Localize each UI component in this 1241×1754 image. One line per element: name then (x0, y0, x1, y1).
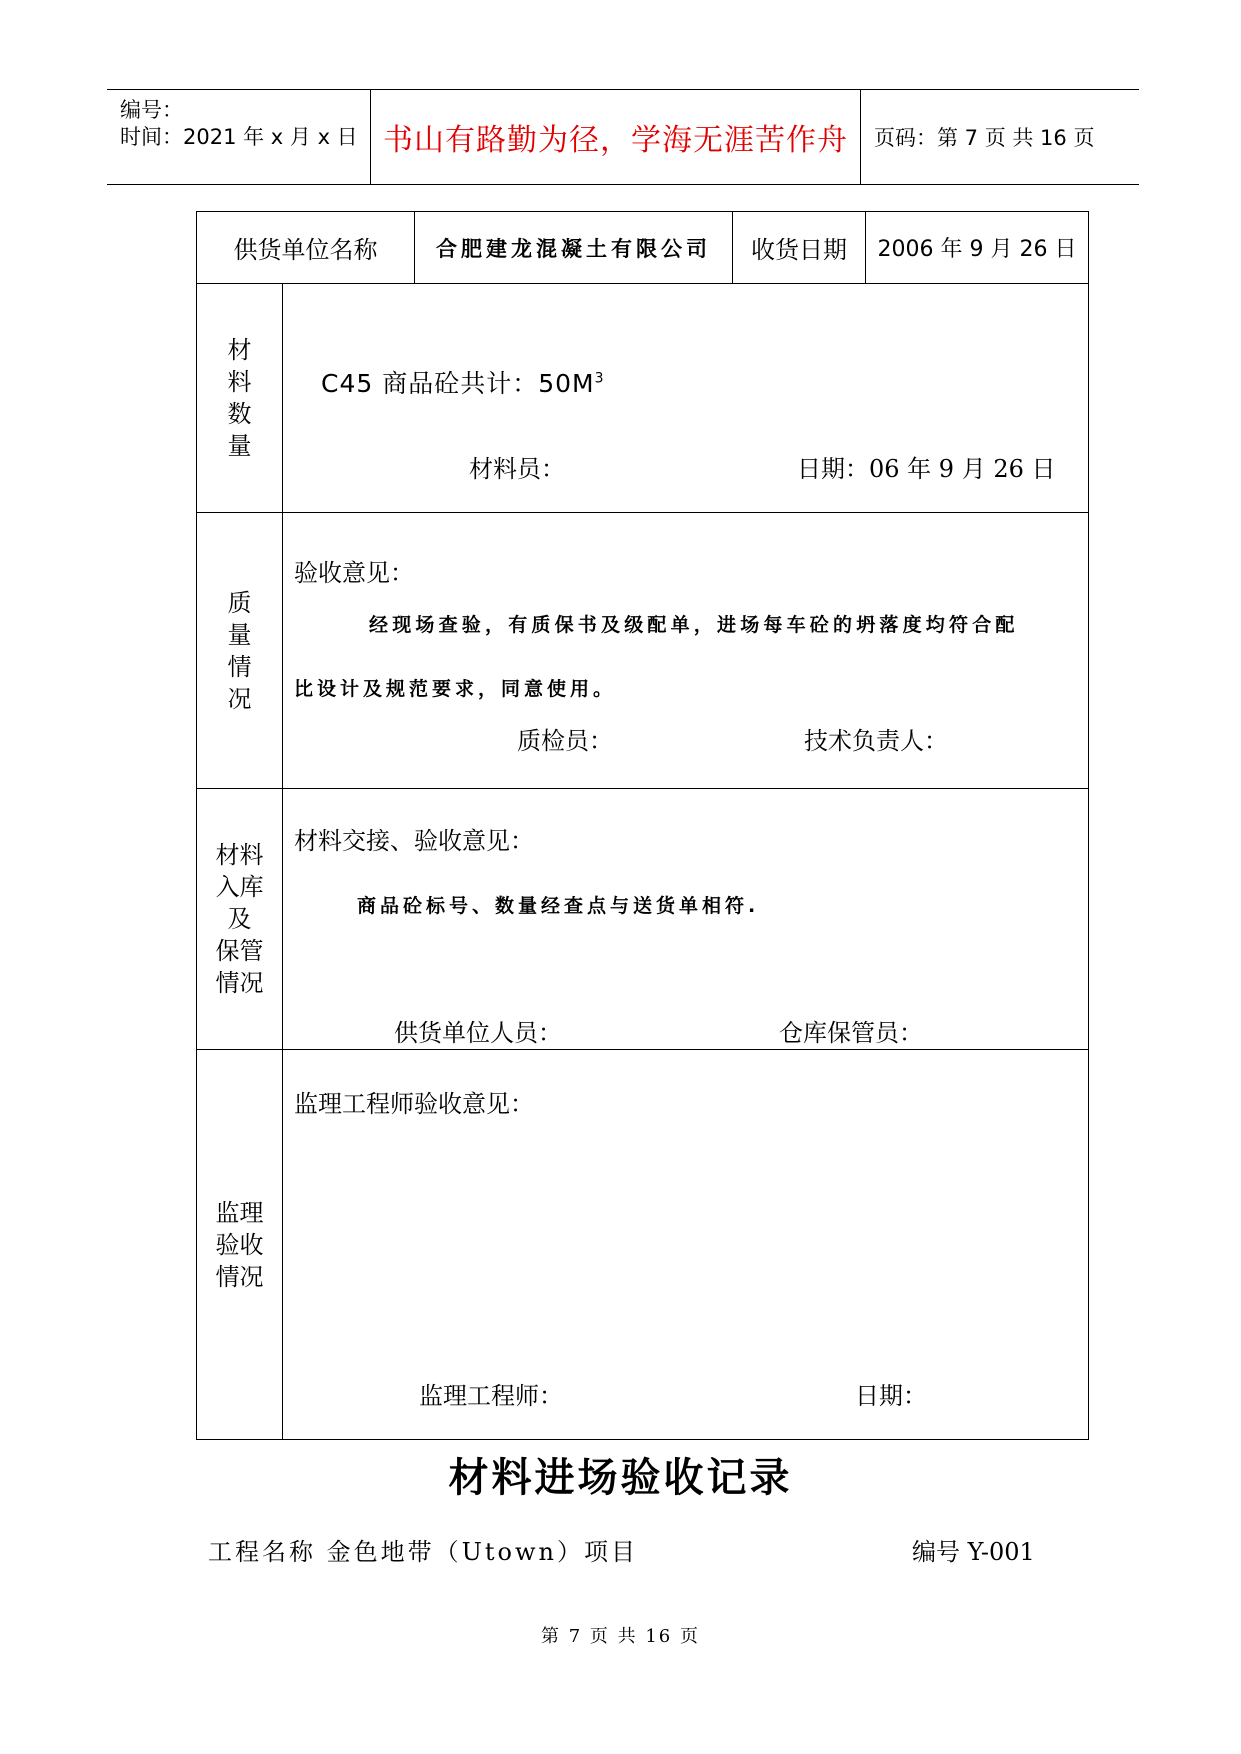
acceptance-table (196, 211, 1089, 1440)
quality-row (197, 513, 1088, 789)
material-quantity-main: C45 商品砼共计：50M (321, 369, 595, 398)
storage-label (197, 789, 283, 1049)
quality-opinion-line2: 比设计及规范要求，同意使用。 (294, 678, 617, 700)
label-char: 情 (227, 652, 252, 681)
label-line: 情况 (215, 969, 264, 997)
label-char: 量 (227, 620, 252, 649)
label-line: 监理 (215, 1198, 264, 1227)
header-page-info: 页码：第 7 页 共 16 页 (874, 126, 1095, 150)
receive-date-value: 2006 年 9 月 26 日 (877, 237, 1077, 262)
storage-row (197, 789, 1088, 1050)
material-clerk-label: 材料员： (469, 455, 565, 483)
supervision-opinion-label: 监理工程师验收意见： (294, 1090, 534, 1118)
tech-lead-label: 技术负责人： (804, 727, 948, 755)
supervision-engineer-label: 监理工程师： (419, 1382, 563, 1410)
label-line: 保管 (215, 937, 264, 965)
supplier-staff-label: 供货单位人员： (394, 1019, 562, 1047)
quality-opinion-line1: 经现场查验，有质保书及级配单，进场每车砼的坍落度均符合配 (369, 614, 1019, 636)
material-date: 日期：06 年 9 月 26 日 (797, 455, 1056, 483)
quality-label (197, 513, 283, 788)
storage-opinion-label: 材料交接、验收意见： (294, 827, 534, 855)
label-line: 验收 (215, 1230, 264, 1259)
label-line: 入库 (215, 873, 264, 901)
project-name: 工程名称 金色地带（Utown）项目 (208, 1538, 638, 1566)
unit-superscript: 3 (594, 370, 605, 387)
page-footer: 第 7 页 共 16 页 (541, 1626, 700, 1647)
page-header (107, 89, 1139, 185)
supervision-label (197, 1050, 283, 1439)
header-left (107, 90, 370, 184)
storage-opinion-text: 商品砼标号、数量经查点与送货单相符. (357, 895, 760, 917)
supplier-value: 合肥建龙混凝土有限公司 (415, 212, 733, 283)
label-char: 材 (227, 336, 252, 364)
supervision-date-label: 日期： (855, 1382, 927, 1410)
record-code: 编号 Y-001 (912, 1538, 1035, 1566)
receive-date-label: 收货日期 (733, 212, 866, 283)
label-line: 情况 (215, 1262, 264, 1291)
label-char: 质 (227, 588, 252, 617)
material-quantity-text (321, 364, 605, 400)
header-motto: 书山有路勤为径，学海无涯苦作舟 (370, 90, 861, 184)
material-quantity-row (197, 284, 1088, 513)
label-char: 况 (227, 684, 252, 713)
label-char: 量 (227, 432, 252, 460)
label-line: 材料 (215, 841, 264, 869)
page-title: 材料进场验收记录 (448, 1455, 793, 1501)
quality-opinion-label: 验收意见： (294, 559, 414, 587)
label-line: 及 (227, 905, 252, 933)
doc-time-label: 时间：2021 年 x 月 x 日 (120, 125, 358, 149)
doc-number-label: 编号： (120, 98, 183, 122)
supplier-label: 供货单位名称 (197, 212, 415, 283)
supplier-row (197, 212, 1088, 284)
quality-inspector-label: 质检员： (517, 727, 613, 755)
material-quantity-label (197, 284, 283, 512)
label-char: 数 (227, 400, 252, 428)
warehouse-keeper-label: 仓库保管员： (779, 1019, 923, 1047)
label-char: 料 (227, 368, 252, 396)
supervision-row (197, 1050, 1088, 1439)
